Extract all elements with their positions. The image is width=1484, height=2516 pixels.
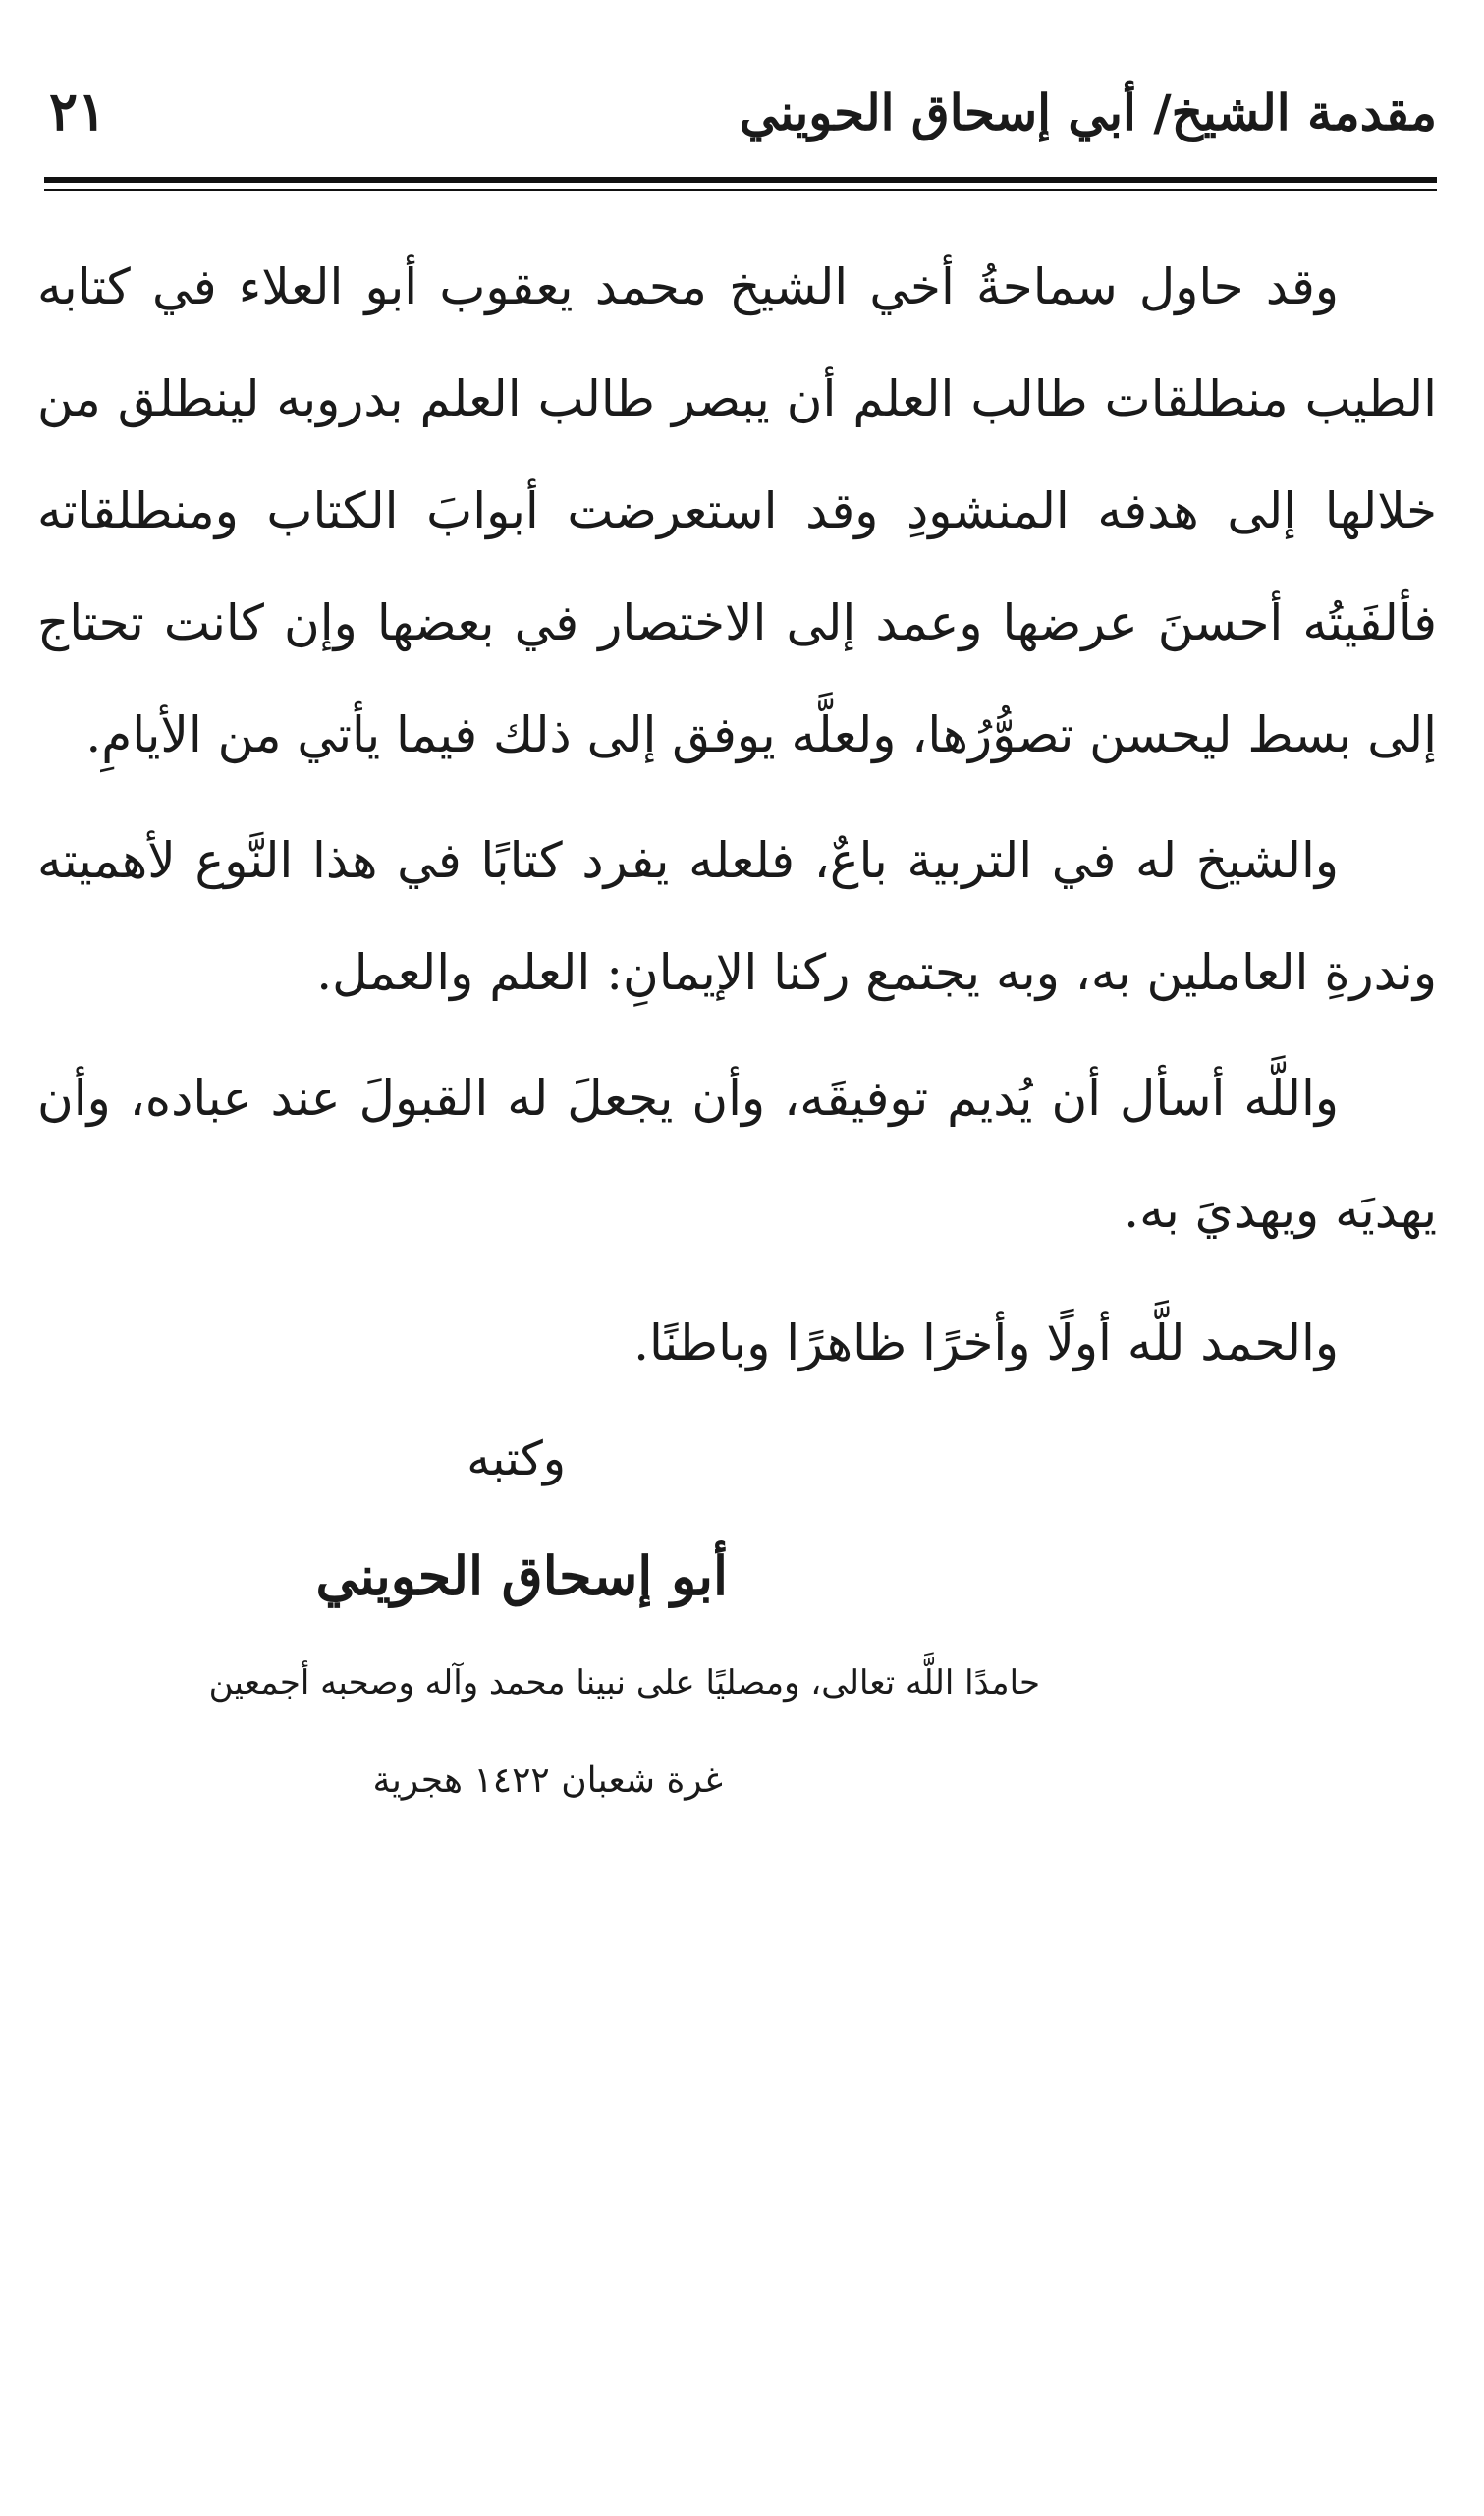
- body-text: [37, 231, 1437, 1266]
- header-rule-thick: [44, 177, 1437, 183]
- closing-line: والحمد للَّه أولًا وأخرًا ظاهرًا وباطنًا.: [633, 1314, 1339, 1371]
- signature-author: أبو إسحاق الحويني: [315, 1544, 728, 1607]
- header-rule-thin: [44, 189, 1437, 191]
- paragraph-3: واللَّه أسأل أن يُديم توفيقَه، وأن يجعلَ له القبولَ عند عباده، وأن يهديَه ويهديَ به.: [37, 1070, 1437, 1239]
- signature-date: غرة شعبان ١٤٢٢ هجرية: [372, 1761, 723, 1801]
- paragraph-2: والشيخ له في التربية باعٌ، فلعله يفرد كتابًا في هذا النَّوع لأهميته وندرةِ العاملين به، وبه يجتمع ركنا الإيمانِ: العلم والعمل.: [37, 832, 1437, 1001]
- page-number: ٢١: [49, 80, 107, 142]
- signature-wrote: وكتبه: [467, 1431, 566, 1486]
- paragraph-1: وقد حاول سماحةُ أخي الشيخ محمد يعقوب أبو العلاء في كتابه الطيب منطلقات طالب العلم أن يبصر طالب العلم بدروبه لينطلق من خلالها إلى هدفه المنشودِ وقد استعرضت أبوابَ الكتاب ومنطلقاته فألفَيتُه أحسنَ عرضها وعمد إلى الاختصار في بعضها وإن كانت تحتاج إلى بسط ليحسن تصوُّرُها، ولعلَّه يوفق إلى ذلك فيما يأتي من الأيامِ.: [37, 258, 1437, 763]
- page-header: [44, 77, 1437, 165]
- running-title: مقدمة الشيخ/ أبي إسحاق الحويني: [739, 84, 1437, 141]
- signature-praise: حامدًا اللَّه تعالى، ومصليًا على نبينا محمد وآله وصحبه أجمعين: [208, 1663, 1040, 1703]
